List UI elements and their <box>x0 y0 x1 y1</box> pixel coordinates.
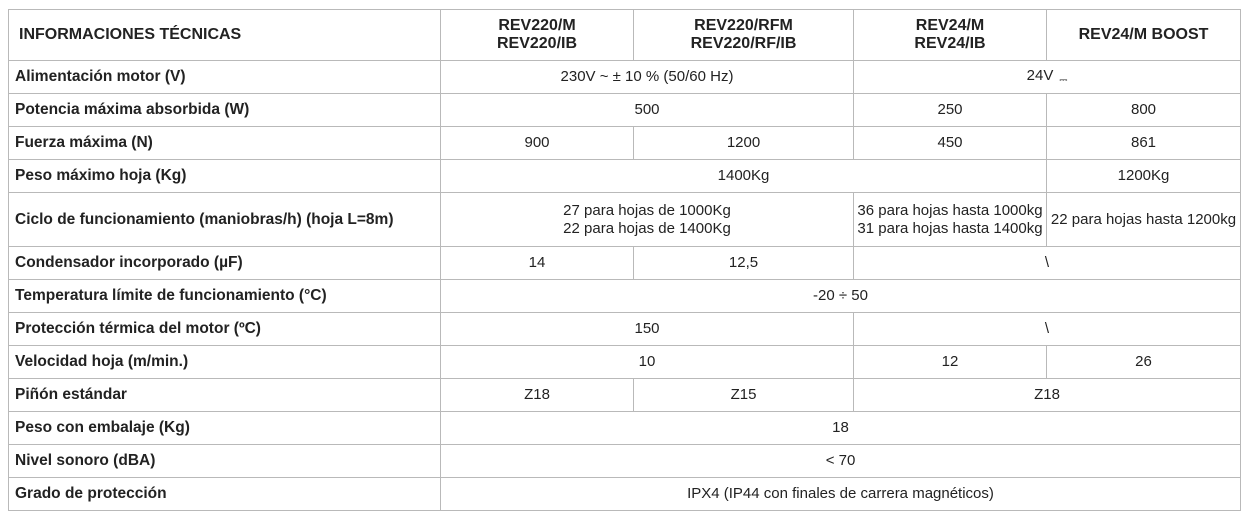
cell-value: Z18 <box>854 379 1241 412</box>
cell-value <box>441 193 854 247</box>
cell-value: 800 <box>1047 94 1241 127</box>
model-header-rev220rfm <box>634 10 854 61</box>
cell-value: Z15 <box>634 379 854 412</box>
cell-value: 1400Kg <box>441 160 1047 193</box>
row-label: Temperatura límite de funcionamiento (°C) <box>9 280 441 313</box>
row-label: Grado de protección <box>9 478 441 511</box>
model-name: REV220/IB <box>496 35 578 52</box>
cell-line: 36 para hojas hasta 1000kg <box>857 201 1043 219</box>
cell-value: < 70 <box>441 445 1241 478</box>
row-label: Peso con embalaje (Kg) <box>9 412 441 445</box>
row-label: Fuerza máxima (N) <box>9 127 441 160</box>
dc-current-icon: ⎓ <box>1059 75 1068 86</box>
cell-value: -20 ÷ 50 <box>441 280 1241 313</box>
cell-line: 31 para hojas hasta 1400kg <box>857 219 1043 237</box>
row-label: Peso máximo hoja (Kg) <box>9 160 441 193</box>
cell-value: 450 <box>854 127 1047 160</box>
cell-value <box>854 61 1241 94</box>
technical-specs-table <box>8 9 1241 511</box>
table-row <box>9 412 1241 445</box>
model-name: REV220/RF/IB <box>690 35 797 52</box>
cell-value: 1200Kg <box>1047 160 1241 193</box>
cell-value: 22 para hojas hasta 1200kg <box>1047 193 1241 247</box>
cell-value: 14 <box>441 247 634 280</box>
cell-value: \ <box>854 313 1241 346</box>
cell-value: 1200 <box>634 127 854 160</box>
voltage-value: 24V <box>1026 67 1054 84</box>
row-label: Velocidad hoja (m/min.) <box>9 346 441 379</box>
model-name: REV24/M <box>915 17 985 34</box>
cell-value: 230V ~ ± 10 % (50/60 Hz) <box>441 61 854 94</box>
table-row <box>9 127 1241 160</box>
row-label: Condensador incorporado (µF) <box>9 247 441 280</box>
model-name: REV24/IB <box>914 35 986 52</box>
cell-value <box>854 193 1047 247</box>
model-header-rev220m <box>441 10 634 61</box>
row-label: Protección térmica del motor (ºC) <box>9 313 441 346</box>
cell-value: 250 <box>854 94 1047 127</box>
table-row <box>9 313 1241 346</box>
table-row <box>9 445 1241 478</box>
row-label: Alimentación motor (V) <box>9 61 441 94</box>
row-label: Nivel sonoro (dBA) <box>9 445 441 478</box>
table-row <box>9 247 1241 280</box>
model-name: REV220/RFM <box>694 17 793 34</box>
table-row <box>9 61 1241 94</box>
table-row <box>9 280 1241 313</box>
cell-line: 27 para hojas de 1000Kg <box>563 201 731 219</box>
cell-value: Z18 <box>441 379 634 412</box>
cell-value: IPX4 (IP44 con finales de carrera magnéticos) <box>441 478 1241 511</box>
table-row <box>9 379 1241 412</box>
table-row <box>9 193 1241 247</box>
cell-line: 22 para hojas de 1400Kg <box>563 219 731 237</box>
model-header-rev24m <box>854 10 1047 61</box>
cell-value: 12 <box>854 346 1047 379</box>
model-name: REV220/M <box>498 17 576 34</box>
table-row <box>9 160 1241 193</box>
table-row <box>9 94 1241 127</box>
row-label: Ciclo de funcionamiento (maniobras/h) (hoja L=8m) <box>9 193 441 247</box>
cell-value: 500 <box>441 94 854 127</box>
table-row <box>9 346 1241 379</box>
cell-value: 900 <box>441 127 634 160</box>
row-label: Piñón estándar <box>9 379 441 412</box>
cell-value: 26 <box>1047 346 1241 379</box>
table-title: INFORMACIONES TÉCNICAS <box>9 10 441 61</box>
cell-value: \ <box>854 247 1241 280</box>
header-row <box>9 10 1241 61</box>
cell-value: 150 <box>441 313 854 346</box>
cell-value: 18 <box>441 412 1241 445</box>
table-row <box>9 478 1241 511</box>
cell-value: 10 <box>441 346 854 379</box>
model-header-rev24m-boost: REV24/M BOOST <box>1047 10 1241 61</box>
cell-value: 12,5 <box>634 247 854 280</box>
cell-value: 861 <box>1047 127 1241 160</box>
row-label: Potencia máxima absorbida (W) <box>9 94 441 127</box>
